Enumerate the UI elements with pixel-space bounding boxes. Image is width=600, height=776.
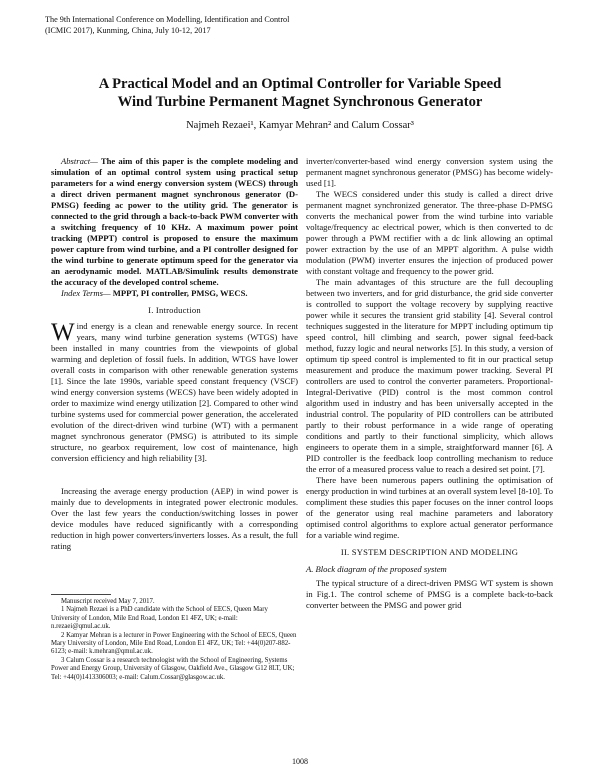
conference-line-1: The 9th International Conference on Modelling, Identification and Control bbox=[45, 15, 290, 24]
section-heading-system: II. SYSTEM DESCRIPTION AND MODELING bbox=[340, 547, 519, 557]
intro-paragraph-1 bbox=[51, 321, 298, 464]
right-paragraph-3: The main advantages of this structure are the full decoupling between two inverters, and for grid disturbance, the grid side converter is controlled to support the voltage recovery by supplying reactive power while it secures the transient grid stability [4]. Several control techniques suggested in the literature for MPPT including optimum tip speed control, hill climbing and search, power signal feed-back method, fuzzy logic and neural networks [5]. In this study, a version of optimum tip speed control is implemented to fit in our practical setup measurement and produce the maximum power tracking. Several PI controllers are used to control the converter parameters. Proportional-Integral-Derivative (PID) control is the most common control algorithm used in industry and has been universally accepted in the industrial control. The popularity of PID controllers can be attributed partly to their robust performance in a wide range of operating conditions and partly to their functional simplicity, which allows engineers to operate them in a simple, straightforward manner [6]. A PID controller is the feedback loop controlling mechanism to reduce the error of a measured process value to reach a desired set point. [7]. bbox=[306, 277, 553, 474]
footnote-1: 1 Najmeh Rezaei is a PhD candidate with the School of EECS, Queen Mary University of London, Mile End Road, London E1 4FZ, UK; e-mail: n.rezaei@qmul.ac.uk. bbox=[51, 606, 268, 631]
intro-paragraph-2: Increasing the average energy production (AEP) in wind power is mainly due to developments in integrated power electronic modules. Over the last few years the conduction/switching losses in power device modules have reduced significantly with a corresponding reduction in high power converters/inverters losses. As a result, the full rating bbox=[51, 486, 298, 551]
index-terms-text: MPPT, PI controller, PMSG, WECS. bbox=[110, 288, 248, 298]
right-paragraph-5: The typical structure of a direct-driven PMSG WT system is shown in Fig.1. The control scheme of PMSG is a complete back-to-back converter between the PMSG and power grid bbox=[306, 578, 553, 610]
abstract-label: Abstract— bbox=[61, 156, 98, 166]
index-terms bbox=[51, 288, 298, 299]
left-column bbox=[51, 156, 298, 682]
footnotes bbox=[51, 598, 298, 682]
drop-cap: W bbox=[51, 319, 75, 346]
index-terms-label: Index Terms— bbox=[61, 288, 111, 298]
right-column bbox=[306, 156, 553, 611]
footnote-2: 2 Kamyar Mehran is a lecturer in Power Engineering with the School of EECS, Queen Mary University of London, Mile End Road, London E1 4FZ, UK; Tel: +44(0)207-882-6123; e-mail: k.mehran@qmul.ac.uk. bbox=[51, 631, 297, 656]
subsection-heading-a: A. Block diagram of the proposed system bbox=[306, 564, 447, 574]
intro-paragraph-1-text: ind energy is a clean and renewable energy source. In recent years, many wind turbine generation systems (WTGS) have been installed in many countries from the viewpoints of global warming and depletion of fossil fuels. In addition, WTGS have lower overall costs in comparison with other renewable generation systems [1]. Since the late 1990s, variable speed constant frequency (VSCF) wind energy conversion systems (WECS) have been widely adopted in order to maximize wind energy utilization [2]. Compared to other wind turbine systems used for commercial power generation, the accelerated evolution of the direct-driven wind turbine (WT) with a permanent magnet synchronous generator (PMSG) is attributed to its simple structure, no gearbox requirement, low cost of maintenance, high conversion efficiency and high reliability [3]. bbox=[51, 321, 298, 463]
section-heading-introduction: I. Introduction bbox=[148, 305, 201, 315]
right-paragraph-2: The WECS considered under this study is called a direct drive permanent magnet synchronized generator. The three-phase D-PMSG converts the mechanical power from the wind turbine into variable voltage/frequency ac electrical power, which is then converted to dc power through a PWM rectifier with a dc link allowing an optimal power extraction by the use of an MPPT algorithm. A pulse width modulation (PWM) inverter ensures the injection of produced power with constant voltage and frequency to the power grid. bbox=[306, 189, 553, 276]
paper-title bbox=[40, 75, 560, 111]
abstract bbox=[51, 156, 298, 288]
conference-header bbox=[45, 14, 289, 36]
right-paragraph-1: inverter/converter-based wind energy conversion system using the permanent magnet synchronous generator (PMSG) has become widely-used [1]. bbox=[306, 156, 553, 188]
title-line-1: A Practical Model and an Optimal Controller for Variable Speed bbox=[98, 76, 502, 92]
right-paragraph-4: There have been numerous papers outlining the optimisation of energy production in wind turbines at an overall system level [8-10]. To compliment these studies this paper focuses on the inner control loops of the generator using real machine parameters and laboratory optimised control algorithms to explore actual generator performance for a variable wind regime. bbox=[306, 475, 553, 540]
title-line-2: Wind Turbine Permanent Magnet Synchronous Generator bbox=[117, 94, 483, 110]
footnote-rule bbox=[51, 594, 111, 595]
conference-line-2: (ICMIC 2017), Kunming, China, July 10-12, 2017 bbox=[45, 26, 211, 35]
footnote-3: 3 Calum Cossar is a research technologist with the School of Engineering, Systems Power and Energy Group, University of Glasgow, Oakfield Ave., Glasgow G12 8LT, UK; Tel: +44(0)1413306003; e-mail: Calum.Cossar@glasgow.ac.uk. bbox=[51, 656, 295, 681]
author-list: Najmeh Rezaei¹, Kamyar Mehran² and Calum Cossar³ bbox=[186, 120, 414, 131]
page-number: 1008 bbox=[292, 757, 308, 766]
abstract-text: The aim of this paper is the complete modeling and simulation of an optimal control system using practical setup parameters for a wind energy conversion system (WECS) through a direct driven permanent magnet synchronous generator (D-PMSG) feeding ac power to the utility grid. The generator is connected to the grid through a back-to-back PWM converter with a switching frequency of 10 KHz. A maximum power point tracking (MPPT) control is proposed to ensure the maximum power capture from wind turbine, and a PI controller designed for the wind turbine to generate optimum speed for the generator via an aerodynamic model. MATLAB/Simulink results demonstrate the accuracy of the developed control scheme. bbox=[51, 156, 298, 287]
footnote-received: Manuscript received May 7, 2017. bbox=[61, 598, 155, 605]
